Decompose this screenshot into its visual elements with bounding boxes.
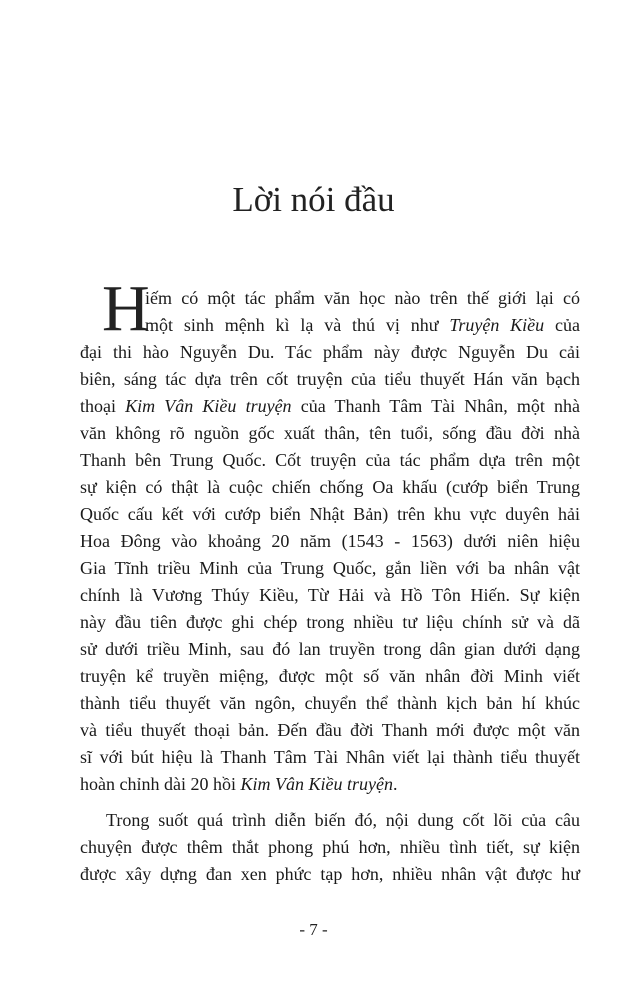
text-line: đại thi hào Nguyễn Du. Tác phẩm này được Nguyễn Du cải: [80, 342, 580, 362]
italic-title: Truyện Kiều: [449, 315, 545, 335]
text-line: Trong suốt quá trình diễn biến đó, nội dung cốt lõi của câu: [106, 810, 580, 830]
text-line: Hoa Đông vào khoảng 20 năm (1543 - 1563) dưới niên hiệu: [80, 531, 580, 551]
text-line: Quốc cấu kết với cướp biển Nhật Bản) trên khu vực duyên hải: [80, 504, 580, 524]
text-line: sự kiện có thật là cuộc chiến chống Oa khấu (cướp biển Trung: [80, 477, 580, 497]
italic-title: Kim Vân Kiều truyện: [125, 396, 292, 416]
text-line: văn không rõ nguồn gốc xuất thân, tên tuổi, sống đầu đời nhà: [80, 423, 580, 443]
text-line: thành tiểu thuyết văn ngôn, chuyển thể thành kịch bản hí khúc: [80, 693, 580, 713]
text-line: hoàn chỉnh dài 20 hồi Kim Vân Kiều truyện.: [80, 774, 398, 794]
paragraph-1: [80, 285, 580, 798]
text-line: Gia Tĩnh triều Minh của Trung Quốc, gắn liền với ba nhân vật: [80, 558, 580, 578]
text-line: truyện kể truyền miệng, được một số văn nhân đời Minh viết: [80, 666, 580, 686]
text-line: và tiểu thuyết thoại bản. Đến đầu đời Thanh mới được một văn: [80, 720, 580, 740]
text-line: biên, sáng tác dựa trên cốt truyện của tiểu thuyết Hán văn bạch: [80, 369, 580, 389]
text-line: này đầu tiên được ghi chép trong nhiều tư liệu chính sử và dã: [80, 612, 580, 632]
italic-title: Kim Vân Kiều truyện: [240, 774, 393, 794]
drop-cap: H: [102, 272, 150, 345]
text-line: iếm có một tác phẩm văn học nào trên thế giới lại có: [145, 288, 580, 308]
text-line: sử dưới triều Minh, sau đó lan truyền trong dân gian dưới dạng: [80, 639, 580, 659]
text-line: chính là Vương Thúy Kiều, Từ Hải và Hồ Tôn Hiến. Sự kiện: [80, 585, 580, 605]
text-line: chuyện được thêm thắt phong phú hơn, nhiều tình tiết, sự kiện: [80, 837, 580, 857]
text-line: thoại Kim Vân Kiều truyện của Thanh Tâm Tài Nhân, một nhà: [80, 396, 581, 416]
text-line: được xây dựng đan xen phức tạp hơn, nhiều nhân vật được hư: [80, 864, 580, 884]
text-line: Thanh bên Trung Quốc. Cốt truyện của tác phẩm dựa trên một: [80, 450, 580, 470]
text-line: sĩ với bút hiệu là Thanh Tâm Tài Nhân viết lại thành tiểu thuyết: [80, 747, 580, 767]
page-number: - 7 -: [299, 920, 328, 939]
paragraph-2: [80, 807, 580, 888]
text-line: một sinh mệnh kì lạ và thú vị như Truyện Kiều của: [145, 315, 580, 335]
page-title: Lời nói đầu: [232, 180, 395, 219]
